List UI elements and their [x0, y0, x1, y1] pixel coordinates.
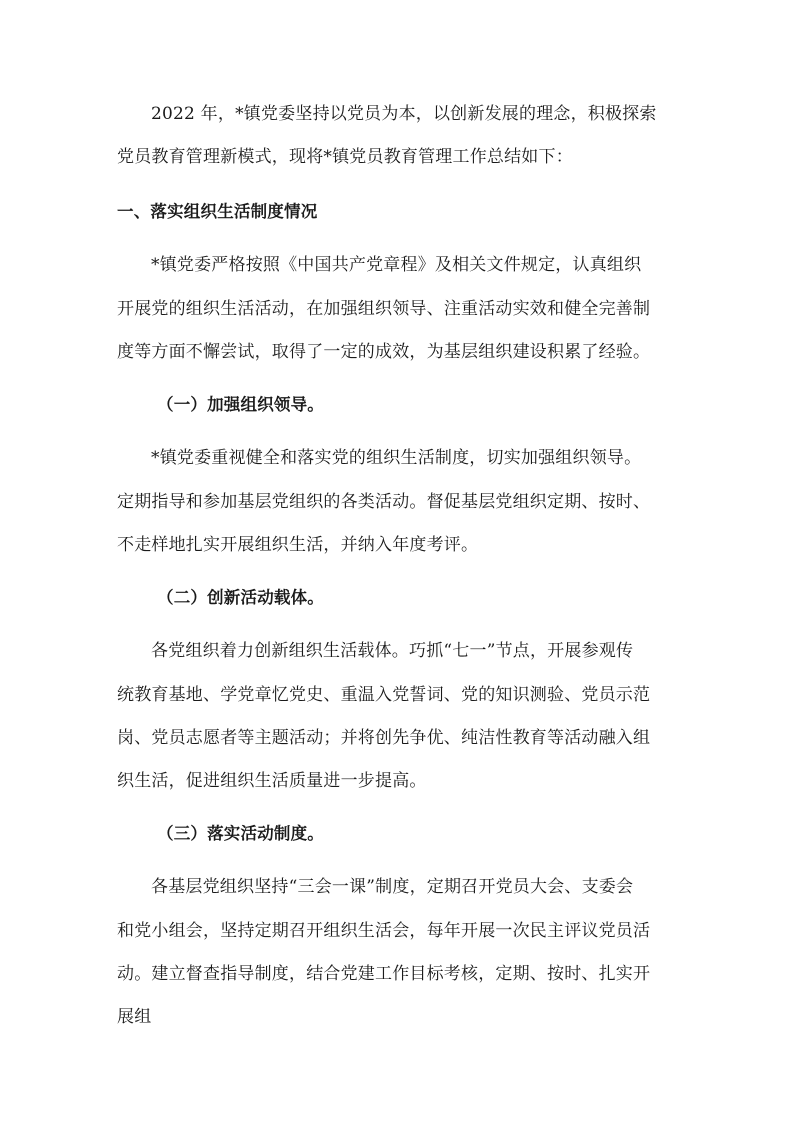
paragraph-line: 不走样地扎实开展组织生活，并纳入年度考评。 — [117, 535, 479, 555]
paragraph-line: 各党组织着力创新组织生活载体。巧抓“七一”节点，开展参观传 — [151, 641, 634, 661]
section1-heading: 一、落实组织生活制度情况 — [117, 202, 318, 221]
subsection-heading — [117, 395, 677, 415]
sub3-paragraph-line3 — [117, 964, 677, 984]
paragraph-line: *镇党委重视健全和落实党的组织生活制度，切实加强组织领导。 — [151, 448, 642, 468]
paragraph-line: 展组 — [117, 1007, 152, 1027]
sub3-paragraph-line2 — [117, 921, 677, 941]
sub1-heading: （一）加强组织领导。 — [157, 395, 324, 414]
paragraph-line: 动。建立督查指导制度，结合党建工作目标考核，定期、按时、扎实开 — [117, 964, 651, 984]
paragraph-line: 定期指导和参加基层党组织的各类活动。督促基层党组织定期、按时、 — [117, 492, 651, 512]
paragraph-line: 和党小组会，坚持定期召开组织生活会，每年开展一次民主评议党员活 — [117, 921, 651, 941]
paragraph-line: 织生活，促进组织生活质量进一步提高。 — [117, 771, 427, 791]
sub2-paragraph-line2 — [117, 685, 677, 705]
section-heading — [117, 202, 677, 222]
paragraph-line: 岗、党员志愿者等主题活动；并将创先争优、纯洁性教育等活动融入组 — [117, 728, 651, 748]
sub3-paragraph — [117, 877, 677, 897]
sub3-paragraph-line4 — [117, 1007, 677, 1027]
paragraph-line: 统教育基地、学党章忆党史、重温入党誓词、党的知识测验、党员示范 — [117, 685, 651, 705]
paragraph-line: 开展党的组织生活活动，在加强组织领导、注重活动实效和健全完善制 — [117, 299, 651, 319]
intro-line: 2022 年，*镇党委坚持以党员为本，以创新发展的理念，积极探索 — [151, 104, 657, 124]
sub3-heading: （三）落实活动制度。 — [157, 824, 324, 843]
sub2-paragraph — [117, 641, 677, 661]
paragraph-line: 度等方面不懈尝试，取得了一定的成效，为基层组织建设积累了经验。 — [117, 342, 651, 362]
subsection-heading — [117, 824, 677, 844]
section1-paragraph-line2 — [117, 299, 677, 319]
sub1-paragraph-line3 — [117, 535, 677, 555]
paragraph-line: *镇党委严格按照《中国共产党章程》及相关文件规定，认真组织 — [151, 255, 642, 275]
sub2-paragraph-line4 — [117, 771, 677, 791]
intro-paragraph — [117, 104, 677, 124]
sub1-paragraph — [117, 448, 677, 468]
paragraph-line: 各基层党组织坚持“三会一课”制度，定期召开党员大会、支委会 — [151, 877, 634, 897]
sub2-heading: （二）创新活动载体。 — [157, 588, 324, 607]
section1-paragraph-line3 — [117, 342, 677, 362]
section1-paragraph — [117, 255, 677, 275]
intro-line: 党员教育管理新模式，现将*镇党员教育管理工作总结如下： — [117, 147, 573, 167]
intro-paragraph-cont — [117, 147, 677, 167]
subsection-heading — [117, 588, 677, 608]
sub2-paragraph-line3 — [117, 728, 677, 748]
sub1-paragraph-line2 — [117, 492, 677, 512]
